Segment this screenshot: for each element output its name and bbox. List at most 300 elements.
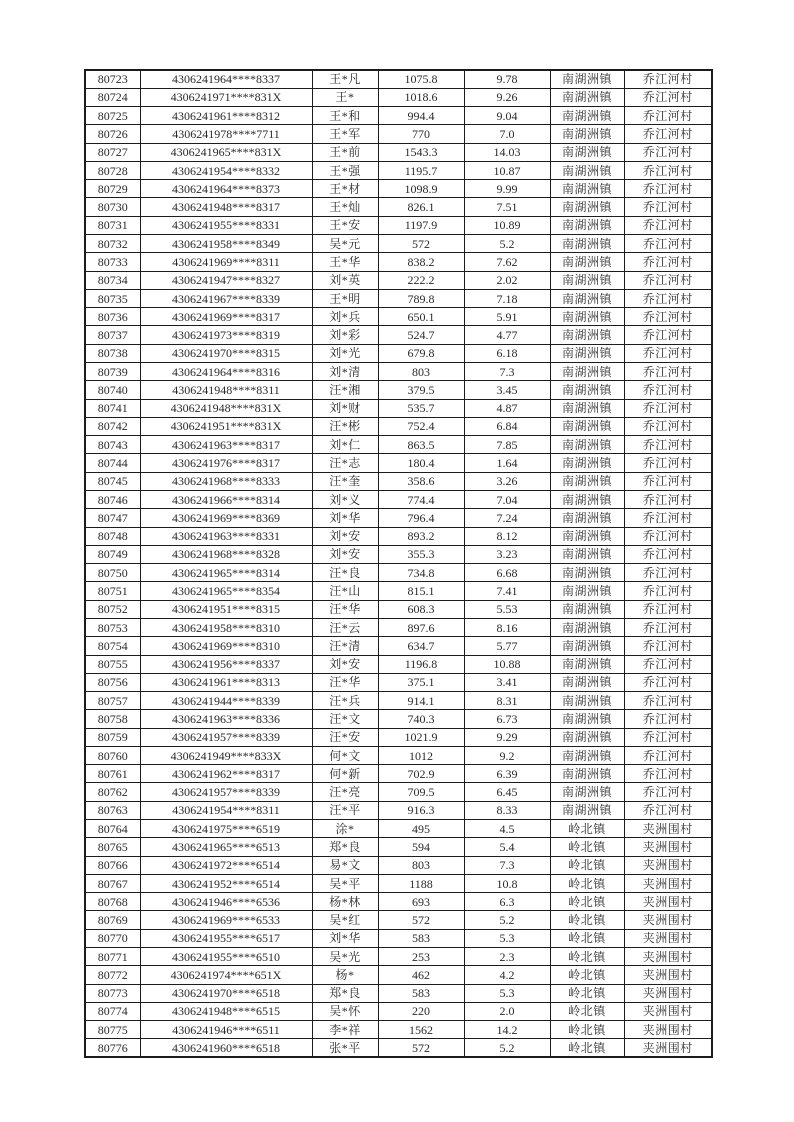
table-row <box>85 253 712 271</box>
cell-village: 乔江河村 <box>624 692 712 710</box>
cell-sequence-number: 80762 <box>85 783 140 801</box>
cell-masked-id-number: 4306241955****8331 <box>140 216 312 234</box>
table-row <box>85 618 712 636</box>
table-row <box>85 582 712 600</box>
cell-amount: 220 <box>378 1002 464 1020</box>
cell-masked-id-number: 4306241970****6518 <box>140 984 312 1002</box>
cell-village: 乔江河村 <box>624 308 712 326</box>
cell-amount: 1188 <box>378 874 464 892</box>
cell-village: 夹洲围村 <box>624 820 712 838</box>
cell-masked-name: 汪*云 <box>312 618 378 636</box>
cell-masked-name: 王*军 <box>312 125 378 143</box>
cell-rate: 7.62 <box>464 253 550 271</box>
cell-rate: 7.24 <box>464 509 550 527</box>
cell-masked-name: 涂* <box>312 820 378 838</box>
cell-village: 乔江河村 <box>624 198 712 216</box>
cell-amount: 914.1 <box>378 692 464 710</box>
cell-amount: 702.9 <box>378 765 464 783</box>
cell-masked-id-number: 4306241951****8315 <box>140 600 312 618</box>
cell-masked-name: 杨*林 <box>312 893 378 911</box>
cell-village: 乔江河村 <box>624 564 712 582</box>
cell-rate: 6.73 <box>464 710 550 728</box>
cell-town: 南湖洲镇 <box>550 198 624 216</box>
cell-rate: 2.02 <box>464 271 550 289</box>
cell-masked-name: 汪*清 <box>312 637 378 655</box>
cell-village: 夹洲围村 <box>624 1002 712 1020</box>
cell-amount: 893.2 <box>378 527 464 545</box>
cell-amount: 634.7 <box>378 637 464 655</box>
cell-rate: 5.3 <box>464 984 550 1002</box>
cell-sequence-number: 80774 <box>85 1002 140 1020</box>
cell-rate: 9.2 <box>464 746 550 764</box>
table-row <box>85 198 712 216</box>
cell-masked-id-number: 4306241973****8319 <box>140 326 312 344</box>
cell-masked-name: 李*祥 <box>312 1021 378 1039</box>
cell-masked-id-number: 4306241962****8317 <box>140 765 312 783</box>
cell-town: 南湖洲镇 <box>550 180 624 198</box>
cell-town: 岭北镇 <box>550 984 624 1002</box>
cell-town: 岭北镇 <box>550 820 624 838</box>
cell-town: 南湖洲镇 <box>550 143 624 161</box>
cell-amount: 693 <box>378 893 464 911</box>
cell-amount: 826.1 <box>378 198 464 216</box>
cell-amount: 1562 <box>378 1021 464 1039</box>
cell-masked-name: 刘*清 <box>312 363 378 381</box>
cell-masked-id-number: 4306241946****6511 <box>140 1021 312 1039</box>
cell-masked-id-number: 4306241976****8317 <box>140 454 312 472</box>
cell-sequence-number: 80723 <box>85 70 140 88</box>
cell-village: 乔江河村 <box>624 399 712 417</box>
cell-masked-name: 汪*安 <box>312 728 378 746</box>
cell-masked-name: 王*灿 <box>312 198 378 216</box>
cell-town: 南湖洲镇 <box>550 235 624 253</box>
cell-sequence-number: 80757 <box>85 692 140 710</box>
cell-town: 南湖洲镇 <box>550 381 624 399</box>
cell-town: 南湖洲镇 <box>550 70 624 88</box>
table-row <box>85 125 712 143</box>
cell-masked-name: 汪*华 <box>312 600 378 618</box>
cell-masked-name: 郑*良 <box>312 838 378 856</box>
cell-amount: 770 <box>378 125 464 143</box>
cell-amount: 838.2 <box>378 253 464 271</box>
cell-amount: 379.5 <box>378 381 464 399</box>
cell-sequence-number: 80729 <box>85 180 140 198</box>
table-row <box>85 436 712 454</box>
cell-amount: 679.8 <box>378 344 464 362</box>
cell-masked-id-number: 4306241963****8331 <box>140 527 312 545</box>
cell-town: 岭北镇 <box>550 911 624 929</box>
cell-village: 乔江河村 <box>624 344 712 362</box>
cell-town: 岭北镇 <box>550 893 624 911</box>
cell-rate: 7.18 <box>464 289 550 307</box>
cell-masked-id-number: 4306241965****8354 <box>140 582 312 600</box>
cell-masked-name: 吴*红 <box>312 911 378 929</box>
cell-village: 夹洲围村 <box>624 929 712 947</box>
cell-town: 南湖洲镇 <box>550 216 624 234</box>
cell-masked-name: 张*平 <box>312 1039 378 1057</box>
cell-town: 南湖洲镇 <box>550 801 624 819</box>
cell-sequence-number: 80736 <box>85 308 140 326</box>
cell-rate: 2.0 <box>464 1002 550 1020</box>
cell-amount: 734.8 <box>378 564 464 582</box>
table-row <box>85 216 712 234</box>
cell-masked-id-number: 4306241949****833X <box>140 746 312 764</box>
cell-town: 岭北镇 <box>550 948 624 966</box>
cell-sequence-number: 80775 <box>85 1021 140 1039</box>
table-row <box>85 235 712 253</box>
cell-masked-id-number: 4306241967****8339 <box>140 289 312 307</box>
cell-masked-name: 汪*平 <box>312 801 378 819</box>
cell-sequence-number: 80768 <box>85 893 140 911</box>
cell-sequence-number: 80726 <box>85 125 140 143</box>
table-row <box>85 545 712 563</box>
cell-masked-name: 王*材 <box>312 180 378 198</box>
cell-town: 南湖洲镇 <box>550 344 624 362</box>
table-row <box>85 856 712 874</box>
cell-rate: 14.2 <box>464 1021 550 1039</box>
cell-village: 乔江河村 <box>624 600 712 618</box>
cell-amount: 774.4 <box>378 490 464 508</box>
cell-village: 乔江河村 <box>624 746 712 764</box>
cell-sequence-number: 80734 <box>85 271 140 289</box>
cell-village: 乔江河村 <box>624 180 712 198</box>
cell-masked-name: 刘*华 <box>312 509 378 527</box>
cell-masked-name: 刘*安 <box>312 545 378 563</box>
cell-masked-id-number: 4306241969****8369 <box>140 509 312 527</box>
cell-village: 乔江河村 <box>624 381 712 399</box>
cell-amount: 375.1 <box>378 673 464 691</box>
cell-masked-id-number: 4306241955****6517 <box>140 929 312 947</box>
cell-village: 乔江河村 <box>624 417 712 435</box>
cell-town: 南湖洲镇 <box>550 326 624 344</box>
cell-masked-name: 王*前 <box>312 143 378 161</box>
cell-masked-id-number: 4306241965****831X <box>140 143 312 161</box>
cell-amount: 495 <box>378 820 464 838</box>
cell-masked-name: 杨* <box>312 966 378 984</box>
cell-rate: 14.03 <box>464 143 550 161</box>
cell-masked-id-number: 4306241965****8314 <box>140 564 312 582</box>
cell-village: 夹洲围村 <box>624 856 712 874</box>
cell-village: 乔江河村 <box>624 527 712 545</box>
cell-town: 南湖洲镇 <box>550 107 624 125</box>
cell-amount: 1197.9 <box>378 216 464 234</box>
cell-village: 夹洲围村 <box>624 1021 712 1039</box>
cell-town: 岭北镇 <box>550 1021 624 1039</box>
cell-rate: 2.3 <box>464 948 550 966</box>
table-row <box>85 783 712 801</box>
table-row <box>85 417 712 435</box>
cell-masked-name: 汪*志 <box>312 454 378 472</box>
cell-village: 乔江河村 <box>624 783 712 801</box>
cell-masked-id-number: 4306241944****8339 <box>140 692 312 710</box>
cell-masked-name: 易*文 <box>312 856 378 874</box>
cell-village: 乔江河村 <box>624 253 712 271</box>
cell-rate: 10.8 <box>464 874 550 892</box>
table-row <box>85 399 712 417</box>
table-row <box>85 454 712 472</box>
cell-sequence-number: 80744 <box>85 454 140 472</box>
cell-amount: 180.4 <box>378 454 464 472</box>
cell-rate: 6.45 <box>464 783 550 801</box>
cell-masked-name: 王*明 <box>312 289 378 307</box>
cell-masked-id-number: 4306241963****8336 <box>140 710 312 728</box>
cell-town: 南湖洲镇 <box>550 399 624 417</box>
cell-rate: 4.77 <box>464 326 550 344</box>
cell-masked-id-number: 4306241969****8310 <box>140 637 312 655</box>
cell-town: 南湖洲镇 <box>550 363 624 381</box>
cell-amount: 1018.6 <box>378 88 464 106</box>
cell-rate: 6.39 <box>464 765 550 783</box>
cell-sequence-number: 80752 <box>85 600 140 618</box>
cell-amount: 815.1 <box>378 582 464 600</box>
table-row <box>85 344 712 362</box>
cell-amount: 863.5 <box>378 436 464 454</box>
cell-masked-name: 吴*光 <box>312 948 378 966</box>
cell-village: 乔江河村 <box>624 216 712 234</box>
cell-village: 夹洲围村 <box>624 948 712 966</box>
cell-rate: 6.84 <box>464 417 550 435</box>
cell-sequence-number: 80735 <box>85 289 140 307</box>
cell-rate: 5.3 <box>464 929 550 947</box>
cell-sequence-number: 80759 <box>85 728 140 746</box>
cell-town: 南湖洲镇 <box>550 728 624 746</box>
cell-rate: 7.51 <box>464 198 550 216</box>
cell-masked-id-number: 4306241952****6514 <box>140 874 312 892</box>
cell-amount: 462 <box>378 966 464 984</box>
cell-masked-name: 王*和 <box>312 107 378 125</box>
cell-masked-name: 王*强 <box>312 161 378 179</box>
cell-masked-name: 刘*安 <box>312 527 378 545</box>
cell-village: 乔江河村 <box>624 490 712 508</box>
cell-sequence-number: 80758 <box>85 710 140 728</box>
cell-masked-id-number: 4306241955****6510 <box>140 948 312 966</box>
table-row <box>85 929 712 947</box>
cell-sequence-number: 80773 <box>85 984 140 1002</box>
cell-town: 南湖洲镇 <box>550 125 624 143</box>
cell-rate: 6.18 <box>464 344 550 362</box>
cell-amount: 752.4 <box>378 417 464 435</box>
cell-sequence-number: 80770 <box>85 929 140 947</box>
cell-village: 乔江河村 <box>624 655 712 673</box>
cell-sequence-number: 80737 <box>85 326 140 344</box>
cell-sequence-number: 80727 <box>85 143 140 161</box>
cell-masked-id-number: 4306241968****8333 <box>140 472 312 490</box>
cell-rate: 9.99 <box>464 180 550 198</box>
cell-masked-name: 郑*良 <box>312 984 378 1002</box>
cell-amount: 994.4 <box>378 107 464 125</box>
cell-masked-id-number: 4306241948****8317 <box>140 198 312 216</box>
table-row <box>85 308 712 326</box>
cell-town: 南湖洲镇 <box>550 289 624 307</box>
cell-masked-name: 刘*彩 <box>312 326 378 344</box>
subsidy-table <box>84 69 713 1058</box>
table-row <box>85 1002 712 1020</box>
table-row <box>85 381 712 399</box>
cell-amount: 583 <box>378 984 464 1002</box>
cell-amount: 583 <box>378 929 464 947</box>
cell-village: 乔江河村 <box>624 161 712 179</box>
cell-masked-id-number: 4306241965****6513 <box>140 838 312 856</box>
cell-town: 南湖洲镇 <box>550 600 624 618</box>
cell-sequence-number: 80750 <box>85 564 140 582</box>
cell-masked-id-number: 4306241963****8317 <box>140 436 312 454</box>
cell-town: 南湖洲镇 <box>550 490 624 508</box>
cell-sequence-number: 80767 <box>85 874 140 892</box>
cell-masked-name: 吴*元 <box>312 235 378 253</box>
table-row <box>85 692 712 710</box>
cell-masked-id-number: 4306241951****831X <box>140 417 312 435</box>
cell-village: 乔江河村 <box>624 107 712 125</box>
cell-rate: 8.12 <box>464 527 550 545</box>
cell-town: 南湖洲镇 <box>550 618 624 636</box>
cell-sequence-number: 80751 <box>85 582 140 600</box>
cell-rate: 10.89 <box>464 216 550 234</box>
cell-masked-id-number: 4306241966****8314 <box>140 490 312 508</box>
cell-town: 南湖洲镇 <box>550 582 624 600</box>
table-row <box>85 326 712 344</box>
cell-sequence-number: 80760 <box>85 746 140 764</box>
cell-town: 南湖洲镇 <box>550 472 624 490</box>
table-row <box>85 820 712 838</box>
cell-sequence-number: 80749 <box>85 545 140 563</box>
cell-rate: 7.85 <box>464 436 550 454</box>
cell-rate: 3.45 <box>464 381 550 399</box>
cell-masked-id-number: 4306241957****8339 <box>140 728 312 746</box>
cell-town: 南湖洲镇 <box>550 161 624 179</box>
cell-village: 夹洲围村 <box>624 911 712 929</box>
cell-masked-name: 汪*奎 <box>312 472 378 490</box>
cell-masked-id-number: 4306241948****831X <box>140 399 312 417</box>
cell-amount: 740.3 <box>378 710 464 728</box>
cell-town: 南湖洲镇 <box>550 637 624 655</box>
cell-rate: 9.04 <box>464 107 550 125</box>
cell-amount: 524.7 <box>378 326 464 344</box>
cell-village: 乔江河村 <box>624 673 712 691</box>
cell-amount: 897.6 <box>378 618 464 636</box>
cell-amount: 1012 <box>378 746 464 764</box>
cell-masked-name: 王* <box>312 88 378 106</box>
cell-rate: 4.2 <box>464 966 550 984</box>
cell-town: 南湖洲镇 <box>550 527 624 545</box>
cell-masked-id-number: 4306241948****6515 <box>140 1002 312 1020</box>
cell-masked-id-number: 4306241972****6514 <box>140 856 312 874</box>
cell-village: 夹洲围村 <box>624 838 712 856</box>
cell-village: 夹洲围村 <box>624 893 712 911</box>
table-row <box>85 801 712 819</box>
cell-sequence-number: 80733 <box>85 253 140 271</box>
cell-town: 南湖洲镇 <box>550 509 624 527</box>
cell-rate: 7.3 <box>464 363 550 381</box>
cell-masked-name: 王*华 <box>312 253 378 271</box>
table-row <box>85 107 712 125</box>
cell-rate: 3.26 <box>464 472 550 490</box>
cell-sequence-number: 80728 <box>85 161 140 179</box>
cell-sequence-number: 80748 <box>85 527 140 545</box>
cell-amount: 358.6 <box>378 472 464 490</box>
cell-town: 岭北镇 <box>550 856 624 874</box>
cell-masked-name: 何*新 <box>312 765 378 783</box>
table-row <box>85 70 712 88</box>
cell-masked-name: 刘*华 <box>312 929 378 947</box>
cell-masked-name: 吴*平 <box>312 874 378 892</box>
cell-village: 乔江河村 <box>624 436 712 454</box>
cell-village: 乔江河村 <box>624 765 712 783</box>
cell-village: 乔江河村 <box>624 801 712 819</box>
cell-rate: 3.41 <box>464 673 550 691</box>
cell-masked-id-number: 4306241956****8337 <box>140 655 312 673</box>
cell-rate: 10.87 <box>464 161 550 179</box>
cell-masked-id-number: 4306241964****8316 <box>140 363 312 381</box>
cell-masked-name: 刘*英 <box>312 271 378 289</box>
cell-sequence-number: 80764 <box>85 820 140 838</box>
cell-rate: 9.26 <box>464 88 550 106</box>
cell-masked-name: 刘*安 <box>312 655 378 673</box>
cell-town: 南湖洲镇 <box>550 545 624 563</box>
cell-village: 乔江河村 <box>624 454 712 472</box>
cell-village: 乔江河村 <box>624 472 712 490</box>
cell-amount: 803 <box>378 856 464 874</box>
cell-amount: 1195.7 <box>378 161 464 179</box>
table-row <box>85 1021 712 1039</box>
cell-rate: 7.04 <box>464 490 550 508</box>
cell-amount: 572 <box>378 235 464 253</box>
cell-sequence-number: 80747 <box>85 509 140 527</box>
cell-sequence-number: 80739 <box>85 363 140 381</box>
table-row <box>85 509 712 527</box>
cell-sequence-number: 80743 <box>85 436 140 454</box>
cell-amount: 608.3 <box>378 600 464 618</box>
cell-masked-name: 刘*义 <box>312 490 378 508</box>
cell-masked-id-number: 4306241964****8337 <box>140 70 312 88</box>
table-row <box>85 143 712 161</box>
cell-rate: 6.3 <box>464 893 550 911</box>
cell-sequence-number: 80769 <box>85 911 140 929</box>
table-row <box>85 746 712 764</box>
cell-sequence-number: 80738 <box>85 344 140 362</box>
table-row <box>85 966 712 984</box>
cell-village: 乔江河村 <box>624 728 712 746</box>
cell-town: 南湖洲镇 <box>550 710 624 728</box>
cell-rate: 5.2 <box>464 235 550 253</box>
cell-sequence-number: 80746 <box>85 490 140 508</box>
cell-masked-id-number: 4306241964****8373 <box>140 180 312 198</box>
table-row <box>85 600 712 618</box>
cell-sequence-number: 80730 <box>85 198 140 216</box>
cell-amount: 594 <box>378 838 464 856</box>
cell-masked-id-number: 4306241954****8311 <box>140 801 312 819</box>
cell-masked-name: 刘*兵 <box>312 308 378 326</box>
cell-town: 南湖洲镇 <box>550 673 624 691</box>
cell-rate: 7.41 <box>464 582 550 600</box>
cell-sequence-number: 80776 <box>85 1039 140 1057</box>
table-row <box>85 911 712 929</box>
table-row <box>85 874 712 892</box>
cell-town: 岭北镇 <box>550 874 624 892</box>
cell-masked-id-number: 4306241978****7711 <box>140 125 312 143</box>
cell-town: 南湖洲镇 <box>550 436 624 454</box>
cell-village: 乔江河村 <box>624 125 712 143</box>
cell-masked-name: 汪*文 <box>312 710 378 728</box>
table-row <box>85 564 712 582</box>
cell-rate: 5.53 <box>464 600 550 618</box>
cell-masked-name: 王*凡 <box>312 70 378 88</box>
cell-masked-id-number: 4306241947****8327 <box>140 271 312 289</box>
cell-village: 乔江河村 <box>624 271 712 289</box>
cell-rate: 5.2 <box>464 1039 550 1057</box>
cell-amount: 650.1 <box>378 308 464 326</box>
cell-rate: 5.77 <box>464 637 550 655</box>
table-row <box>85 289 712 307</box>
